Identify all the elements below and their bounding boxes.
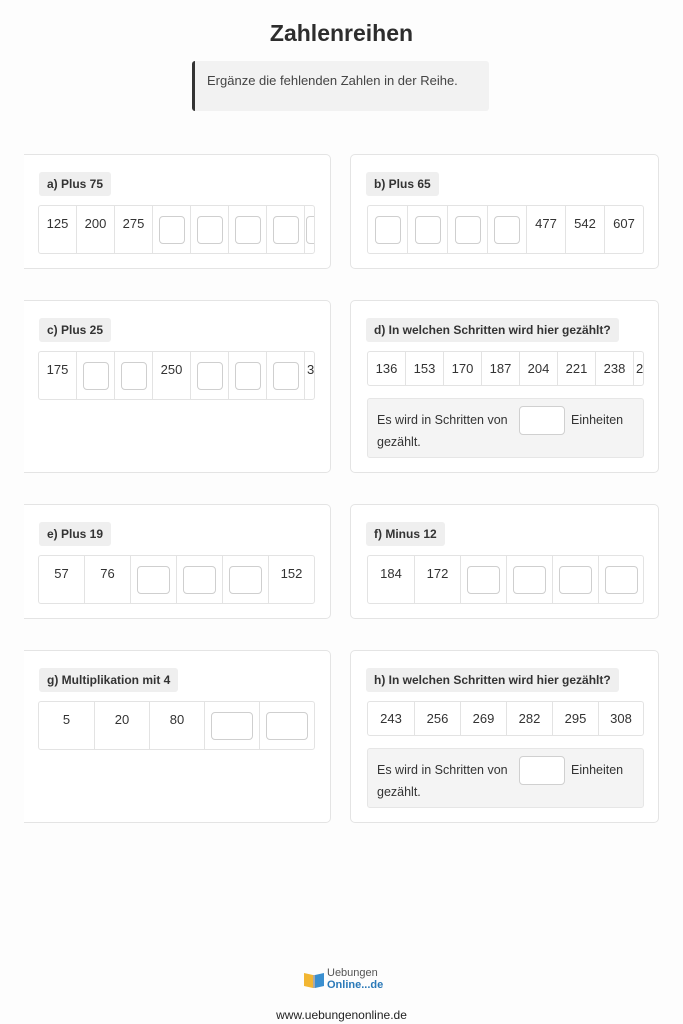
answer-text-after: Einheiten (571, 413, 624, 427)
answer-input-box[interactable] (137, 566, 170, 594)
answer-input-box[interactable] (375, 216, 401, 244)
number-cell: 295 (553, 702, 599, 735)
answer-input-box[interactable] (306, 216, 315, 244)
blank-cell (553, 556, 599, 603)
number-cell: 57 (39, 556, 85, 603)
answer-input-box[interactable] (235, 362, 261, 390)
number-cell: 136 (368, 352, 406, 385)
blank-cell (153, 206, 191, 253)
blank-cell (408, 206, 448, 253)
blank-cell (488, 206, 527, 253)
number-cell: 187 (482, 352, 520, 385)
answer-input-box[interactable] (121, 362, 147, 390)
answer-text-end: gezählt. (377, 785, 421, 799)
exercise-card-b (350, 154, 659, 269)
answer-input-box[interactable] (183, 566, 216, 594)
exercise-card-c (24, 300, 331, 473)
number-cell: 200 (77, 206, 115, 253)
answer-input-box[interactable] (197, 216, 223, 244)
number-cell: 243 (368, 702, 415, 735)
answer-input-box[interactable] (494, 216, 520, 244)
number-row (367, 701, 644, 736)
answer-text-after: Einheiten (571, 763, 624, 777)
number-cell: 238 (596, 352, 634, 385)
exercise-card-h (350, 650, 659, 823)
number-cell: 204 (520, 352, 558, 385)
exercise-card-f (350, 504, 659, 619)
blank-cell (223, 556, 269, 603)
blank-cell (599, 556, 643, 603)
answer-input-box[interactable] (415, 216, 441, 244)
book-icon (303, 969, 325, 989)
exercise-card-e (24, 504, 331, 619)
page-title: Zahlenreihen (269, 20, 414, 46)
exercise-label: h) In welchen Schritten wird hier gezählt? (366, 668, 619, 692)
site-logo (303, 967, 383, 993)
answer-input-box[interactable] (266, 712, 308, 740)
number-cell: 477 (527, 206, 566, 253)
instruction-text: Ergänze die fehlenden Zahlen in der Reihe. (207, 73, 458, 88)
answer-input-box[interactable] (83, 362, 109, 390)
number-cell: 170 (444, 352, 482, 385)
step-size-input[interactable] (519, 756, 565, 785)
number-row (38, 701, 315, 750)
answer-input-box[interactable] (559, 566, 592, 594)
number-cell: 5 (39, 702, 95, 749)
footer-url[interactable]: www.uebungenonline.de (276, 1008, 407, 1022)
number-cell: 76 (85, 556, 131, 603)
answer-text-end: gezählt. (377, 435, 421, 449)
blank-cell (131, 556, 177, 603)
answer-input-box[interactable] (159, 216, 185, 244)
answer-box (367, 398, 644, 458)
number-cell: 607 (613, 216, 635, 231)
number-cell: 184 (368, 556, 415, 603)
blank-cell (507, 556, 553, 603)
number-row (367, 205, 644, 254)
number-cell: 250 (153, 352, 191, 399)
exercise-card-g (24, 650, 331, 823)
number-cell: 256 (415, 702, 461, 735)
number-cell: 175 (39, 352, 77, 399)
exercise-card-a (24, 154, 331, 269)
exercise-label: c) Plus 25 (39, 318, 111, 342)
answer-input-box[interactable] (229, 566, 262, 594)
number-cell: 269 (461, 702, 507, 735)
number-cell: 125 (39, 206, 77, 253)
answer-input-box[interactable] (467, 566, 500, 594)
blank-cell (177, 556, 223, 603)
answer-text-before: Es wird in Schritten von (377, 413, 508, 427)
blank-cell (115, 352, 153, 399)
number-cell: 152 (280, 566, 303, 581)
answer-input-box[interactable] (513, 566, 546, 594)
blank-cell (229, 352, 267, 399)
exercise-label: a) Plus 75 (39, 172, 111, 196)
logo-text-line2: Online...de (327, 979, 384, 991)
answer-input-box[interactable] (273, 216, 299, 244)
blank-cell (229, 206, 267, 253)
number-row (38, 555, 315, 604)
exercise-label: e) Plus 19 (39, 522, 111, 546)
blank-cell (305, 206, 315, 253)
number-cell: 172 (415, 556, 461, 603)
number-cell: 80 (150, 702, 205, 749)
number-cell: 282 (507, 702, 553, 735)
number-cell: 2 (636, 361, 644, 376)
answer-box (367, 748, 644, 808)
number-cell: 275 (115, 206, 153, 253)
number-row (367, 351, 644, 386)
number-cell: 20 (95, 702, 150, 749)
number-cell: 542 (566, 206, 605, 253)
answer-input-box[interactable] (235, 216, 261, 244)
number-cell: 3 (307, 362, 315, 377)
blank-cell (191, 206, 229, 253)
blank-cell (461, 556, 507, 603)
blank-cell (267, 352, 305, 399)
exercise-card-d (350, 300, 659, 473)
number-row (38, 205, 315, 254)
exercise-label: f) Minus 12 (366, 522, 445, 546)
blank-cell (205, 702, 260, 749)
blank-cell (191, 352, 229, 399)
blank-cell (267, 206, 305, 253)
exercise-label: d) In welchen Schritten wird hier gezählt? (366, 318, 619, 342)
logo-text-line1: Uebungen (327, 967, 378, 979)
answer-text-before: Es wird in Schritten von (377, 763, 508, 777)
number-cell: 153 (406, 352, 444, 385)
number-row (38, 351, 315, 400)
exercise-label: g) Multiplikation mit 4 (39, 668, 178, 692)
number-cell: 221 (558, 352, 596, 385)
answer-input-box[interactable] (273, 362, 299, 390)
answer-input-box[interactable] (605, 566, 638, 594)
answer-input-box[interactable] (211, 712, 253, 740)
step-size-input[interactable] (519, 406, 565, 435)
answer-input-box[interactable] (197, 362, 223, 390)
instruction-box (192, 61, 489, 111)
blank-cell (448, 206, 488, 253)
blank-cell (260, 702, 314, 749)
answer-input-box[interactable] (455, 216, 481, 244)
number-row (367, 555, 644, 604)
exercise-label: b) Plus 65 (366, 172, 439, 196)
blank-cell (77, 352, 115, 399)
number-cell: 308 (610, 711, 632, 726)
blank-cell (368, 206, 408, 253)
